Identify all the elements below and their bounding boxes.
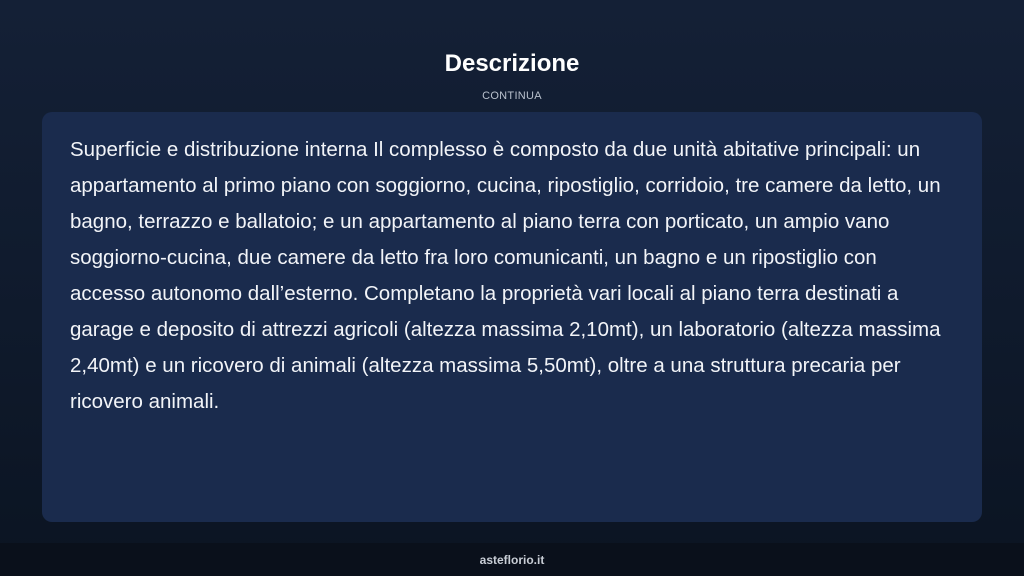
description-text: Superficie e distribuzione interna Il complesso è composto da due unità abitative principali: un appartamento al primo piano con soggiorno, cucina, ripostiglio, corridoio, tre camere da letto, un bagno, terrazzo e ballatoio; e un appartamento al piano terra con porticato, un ampio vano soggiorno-cucina, due camere da letto fra loro comunicanti, un bagno e un ripostiglio con accesso autonomo dall’esterno. Completano la proprietà vari locali al piano terra destinati a garage e deposito di attrezzi agricoli (altezza massima 2,10mt), un laboratorio (altezza massima 2,40mt) e un ricovero di animali (altezza massima 5,50mt), oltre a una struttura precaria per ricovero animali. bbox=[70, 138, 941, 413]
footer-bar bbox=[0, 543, 1024, 576]
page-subtitle: CONTINUA bbox=[482, 90, 542, 102]
description-card bbox=[42, 112, 982, 522]
footer-site-label: asteflorio.it bbox=[479, 553, 545, 567]
page-title: Descrizione bbox=[444, 50, 580, 77]
